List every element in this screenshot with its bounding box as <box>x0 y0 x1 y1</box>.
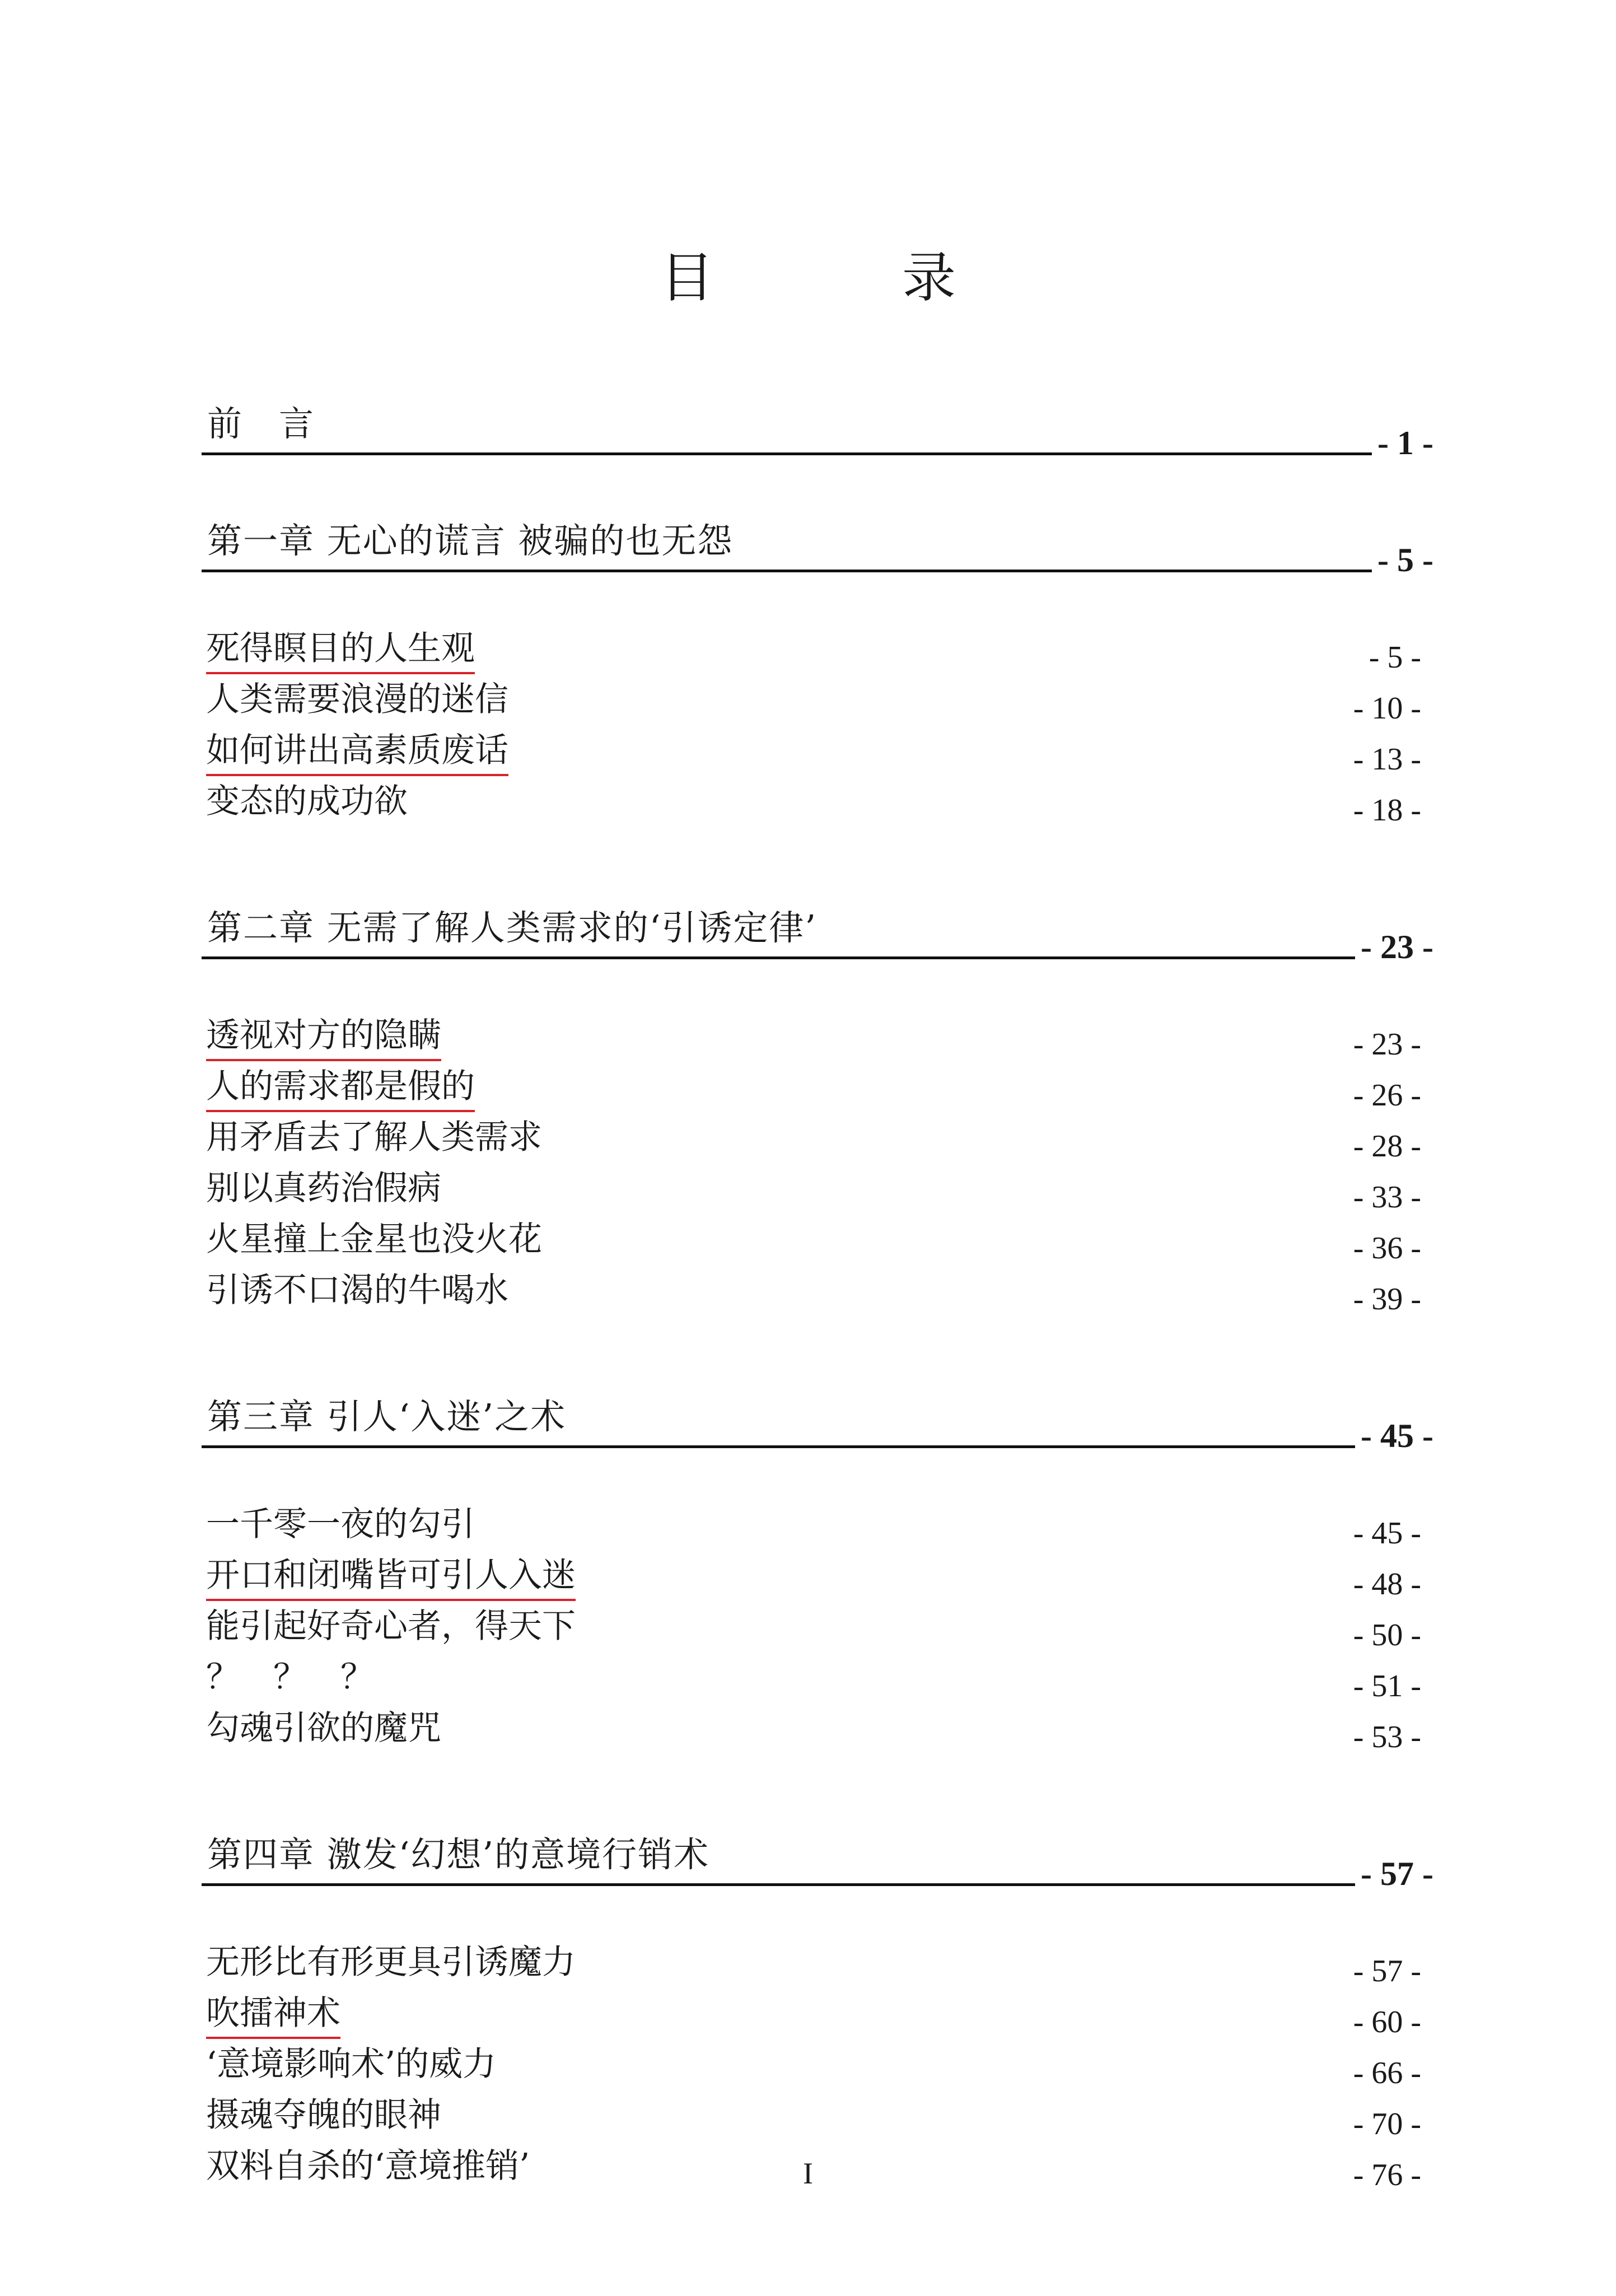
toc-entry-title: 人类需要浪漫的迷信 <box>206 680 508 719</box>
toc-entry-list <box>202 1013 1433 1319</box>
toc-entry-page: - 18 - <box>1353 793 1421 828</box>
toc-entry[interactable] <box>202 1166 1433 1217</box>
toc-heading[interactable] <box>202 392 1433 461</box>
page-number: I <box>803 2157 813 2190</box>
toc-heading[interactable] <box>202 1823 1433 1892</box>
toc-entry[interactable] <box>202 1268 1433 1319</box>
table-of-contents <box>202 392 1433 2261</box>
toc-part-chapter-3 <box>202 1385 1433 1757</box>
toc-entry-title: 人的需求都是假的 <box>206 1064 475 1112</box>
toc-part-chapter-1 <box>202 509 1433 830</box>
toc-entry[interactable] <box>202 1217 1433 1268</box>
toc-entry[interactable] <box>202 2042 1433 2093</box>
toc-entry-title: 吹擂神术 <box>206 1991 340 2039</box>
toc-entry-title: 死得瞑目的人生观 <box>206 626 475 674</box>
toc-entry[interactable] <box>202 1013 1433 1064</box>
toc-heading-page: - 5 - <box>1372 541 1433 580</box>
toc-heading[interactable] <box>202 1385 1433 1454</box>
toc-entry[interactable] <box>202 2093 1433 2144</box>
toc-part-chapter-4 <box>202 1823 1433 2195</box>
toc-entry-title: 摄魂夺魄的眼神 <box>206 2096 441 2135</box>
toc-entry[interactable] <box>202 1553 1433 1604</box>
toc-entry-title: 勾魂引欲的魔咒 <box>206 1709 441 1748</box>
toc-entry-page: - 26 - <box>1353 1078 1421 1113</box>
toc-entry-title: ？ ？ ？ <box>206 1658 374 1697</box>
toc-heading-title: 第三章 引人‘入迷’之术 <box>207 1396 567 1437</box>
toc-entry-list <box>202 626 1433 830</box>
toc-heading-page: - 23 - <box>1355 928 1433 967</box>
toc-heading-page: - 45 - <box>1355 1417 1433 1455</box>
toc-entry-title: 开口和闭嘴皆可引人入迷 <box>206 1553 576 1601</box>
toc-entry-list <box>202 1502 1433 1757</box>
toc-entry-page: - 76 - <box>1353 2158 1421 2192</box>
toc-heading[interactable] <box>202 896 1433 965</box>
toc-entry[interactable] <box>202 1604 1433 1655</box>
toc-entry-page: - 10 - <box>1353 691 1421 726</box>
toc-entry-page: - 33 - <box>1353 1180 1421 1215</box>
toc-entry-title: 透视对方的隐瞒 <box>206 1013 441 1061</box>
toc-heading-page: - 1 - <box>1372 424 1433 463</box>
toc-entry-title: 别以真药治假病 <box>206 1169 441 1208</box>
toc-entry-page: - 48 - <box>1353 1567 1421 1602</box>
toc-heading-page: - 57 - <box>1355 1855 1433 1893</box>
toc-part-chapter-2 <box>202 896 1433 1319</box>
toc-entry-page: - 28 - <box>1353 1129 1421 1164</box>
toc-entry-title: 双料自杀的‘意境推销’ <box>206 2146 530 2186</box>
toc-entry-title: 无形比有形更具引诱魔力 <box>206 1943 576 1982</box>
toc-entry-page: - 66 - <box>1353 2056 1421 2090</box>
toc-heading-title: 第二章 无需了解人类需求的‘引诱定律’ <box>207 907 818 948</box>
toc-entry[interactable] <box>202 1655 1433 1706</box>
toc-entry-page: - 70 - <box>1353 2107 1421 2141</box>
toc-entry[interactable] <box>202 626 1433 677</box>
toc-entry[interactable] <box>202 728 1433 779</box>
toc-entry[interactable] <box>202 677 1433 728</box>
toc-entry[interactable] <box>202 1991 1433 2042</box>
toc-entry-title: 一千零一夜的勾引 <box>206 1505 475 1544</box>
toc-entry-page: - 5 - <box>1369 640 1421 675</box>
toc-entry-page: - 13 - <box>1353 742 1421 777</box>
toc-heading-title: 第四章 激发‘幻想’的意境行销术 <box>207 1834 710 1875</box>
toc-entry[interactable] <box>202 1115 1433 1166</box>
toc-entry-page: - 45 - <box>1353 1516 1421 1551</box>
toc-entry-title: 用矛盾去了解人类需求 <box>206 1118 542 1157</box>
toc-entry-title: 如何讲出高素质废话 <box>206 728 508 776</box>
toc-entry-title: 火星撞上金星也没火花 <box>206 1220 542 1259</box>
toc-entry-page: - 53 - <box>1353 1720 1421 1754</box>
toc-entry[interactable] <box>202 779 1433 830</box>
toc-entry[interactable] <box>202 1064 1433 1115</box>
toc-entry-page: - 39 - <box>1353 1282 1421 1317</box>
toc-entry[interactable] <box>202 1502 1433 1553</box>
toc-part-preface <box>202 392 1433 461</box>
toc-entry-page: - 57 - <box>1353 1954 1421 1989</box>
toc-entry[interactable] <box>202 1940 1433 1991</box>
toc-entry[interactable] <box>202 1706 1433 1757</box>
toc-entry-page: - 23 - <box>1353 1027 1421 1062</box>
toc-heading[interactable] <box>202 509 1433 578</box>
toc-entry-page: - 50 - <box>1353 1618 1421 1653</box>
toc-entry-page: - 60 - <box>1353 2005 1421 2040</box>
toc-entry-title: 能引起好奇心者，得天下 <box>206 1607 576 1646</box>
toc-entry-page: - 36 - <box>1353 1231 1421 1266</box>
toc-entry-title: 变态的成功欲 <box>206 782 408 821</box>
toc-entry-title: 引诱不口渴的牛喝水 <box>206 1271 508 1310</box>
toc-heading-title: 前 言 <box>207 403 315 444</box>
toc-entry-title: ‘意境影响术’的威力 <box>206 2045 497 2084</box>
page-title: 目 录 <box>660 246 1023 309</box>
toc-entry-page: - 51 - <box>1353 1669 1421 1704</box>
toc-heading-title: 第一章 无心的谎言 被骗的也无怨 <box>207 520 734 561</box>
